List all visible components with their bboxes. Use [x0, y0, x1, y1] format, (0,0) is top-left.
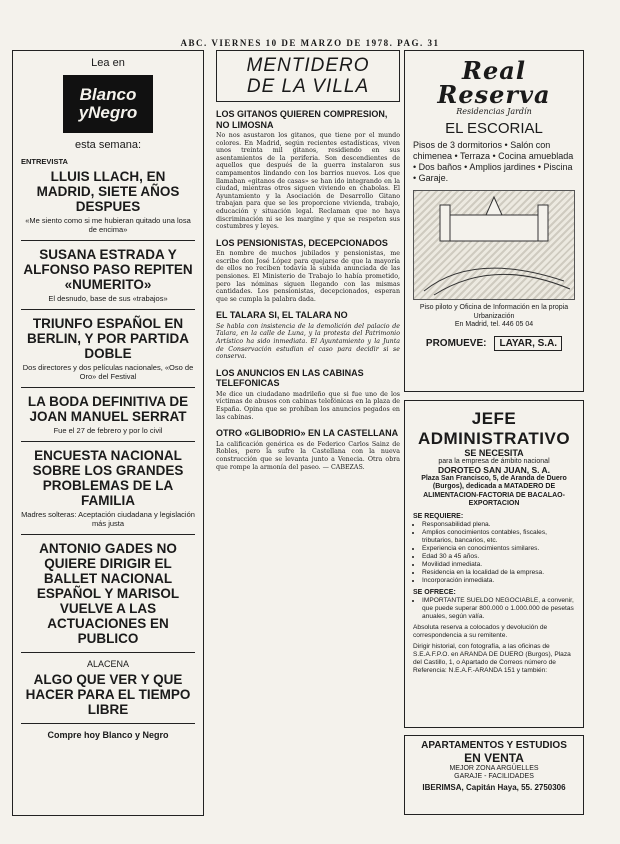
list-item: • Movilidad inmediata.	[422, 561, 575, 569]
apartamentos-ad	[404, 735, 584, 815]
req-label: SE REQUIERE:	[413, 512, 464, 520]
promotor-name: LAYAR, S.A.	[494, 336, 562, 351]
article-title-glibodrio: OTRO «GLIBODRIO» EN LA CASTELLANA	[216, 428, 399, 439]
promueve-row	[413, 336, 575, 351]
headline-llach: LLUIS LLACH, EN MADRID, SIETE AÑOS DESPUES	[36, 169, 180, 214]
headline-gades: ANTONIO GADES NO QUIERE DIRIGIR EL BALLET NACIONAL ESPAÑOL Y MARISOL VUELVE A LAS ACTUACIONES EN PUBLICO	[36, 541, 180, 646]
apart-title2: EN VENTA	[464, 750, 524, 765]
esta-semana: esta semana:	[74, 139, 142, 151]
sub-berlin: Dos directores y dos películas nacionales, «Oso de Oro» del Festival	[22, 363, 194, 381]
jefe-para: para la empresa de ámbito nacional	[438, 457, 550, 465]
alacena-tag: ALACENA	[86, 659, 130, 669]
article-body-anuncios: Me dice un ciudadano madrileño que si fue uno de los víctimas de abusos con cabinas telefónicas en la plaza de España. Opina que se prohíban los anuncios pegados en las cabinas.	[216, 390, 400, 421]
apart-line2: GARAJE - FACILIDADES	[454, 773, 534, 780]
off-list	[413, 597, 575, 621]
real-reserva-sub: Residencias Jardín	[456, 107, 532, 116]
monastery-icon	[414, 191, 574, 299]
article-title-gitanos: LOS GITANOS QUIEREN COMPRESION, NO LIMOSNA	[216, 109, 388, 130]
list-item: • Experiencia en conocimientos similares.	[422, 545, 575, 553]
article-body-pensionistas: En nombre de muchos jubilados y pensionistas, me escribe don José López para quejarse de que la mayoría de ellos no reciben todavía la subida anunciada de las pensiones. El Ministerio de Trabajo lo había prometido, pero las nóminas siguen llegando con las mismas cantidades. Los pensionistas, decepcionados, esperan que se cumpla la palabra dada.	[216, 250, 400, 303]
real-reserva-text: Pisos de 3 dormitorios • Salón con chimenea • Terraza • Cocina amueblada • Dos baños • Amplios jardines • Piscina • Garaje.	[413, 140, 574, 183]
real-reserva-logo-line2: Reserva	[437, 80, 551, 109]
article-body-gitanos: No nos asustaron los gitanos, que tiene por el mundo colores. En Madrid, según recientes estadísticas, viven unos treinta mil gitanos, residiendo en sus asentamientos de la periferia. Son descendientes de aquellos que después de la guerra instalaron sus campamentos lindando con los barrios nuevos. Los que llamaban «gitanos de casas» se han ido integrando en la ciudad, mientras otros siguen viviendo en chabolas. El Ayuntamiento y la Asociación de Desarrollo Gitano trabajan para que se les proporcione vivienda, trabajo, educación y situación legal. Reclaman que no haya discriminación ni se les margine y que se respeten sus costumbres y leyes.	[216, 132, 400, 231]
headline-encuesta: ENCUESTA NACIONAL SOBRE LOS GRANDES PROBLEMAS DE LA FAMILIA	[32, 448, 184, 508]
real-reserva-ad	[404, 50, 584, 392]
headline-estrada: SUSANA ESTRADA Y ALFONSO PASO REPITEN «NUMERITO»	[23, 247, 193, 292]
article-body-talara: Se habla con insistencia de la demolición del palacio de Talara, en la calle de Luna, y la protesta del Patrimonio Artístico ha sido inmediata. El Ayuntamiento y la Junta de Conservación estudian el caso para decidir si se conserva.	[216, 322, 400, 361]
list-item: • IMPORTANTE SUELDO NEGOCIABLE, a convenir, que puede superar 800.000 o 1.000.000 de pesetas anuales, según valía.	[422, 597, 575, 621]
real-reserva-phone: En Madrid, tel. 446 05 04	[454, 321, 534, 328]
compre-footer: Compre hoy Blanco y Negro	[47, 730, 169, 740]
list-item: • Residencia en la localidad de la empresa.	[422, 569, 575, 577]
apart-title1: APARTAMENTOS Y ESTUDIOS	[421, 740, 567, 751]
jefe-title: JEFE ADMINISTRATIVO	[417, 409, 571, 448]
list-item: • Responsabilidad plena.	[422, 521, 575, 529]
promueve-label: PROMUEVE:	[425, 337, 487, 349]
headline-alacena: ALGO QUE VER Y QUE HACER PARA EL TIEMPO LIBRE	[25, 672, 191, 717]
real-reserva-caption: Piso piloto y Oficina de Información en la propia Urbanización	[419, 304, 569, 320]
list-item: • Edad 30 a 45 años.	[422, 553, 575, 561]
list-item: • Incorporación inmediata.	[422, 577, 575, 585]
off-label: SE OFRECE:	[413, 588, 456, 596]
sub-estrada: El desnudo, base de sus «trabajos»	[48, 294, 168, 303]
lea-en: Lea en	[91, 57, 125, 69]
sub-serrat: Fue el 27 de febrero y por lo civil	[53, 426, 163, 435]
escorial-illustration	[413, 190, 575, 300]
jefe-direccion: Plaza San Francisco, 5, de Aranda de Duero (Burgos), dedicada a MATADERO DE ALIMENTACION-FACTORIA DE BACALAO-EXPORTACION	[421, 474, 567, 507]
blanco-y-negro-logo: Blanco yNegro	[63, 75, 153, 133]
real-reserva-city: EL ESCORIAL	[445, 120, 543, 137]
list-item: • Amplios conocimientos contables, fiscales, tributarios, bancarios, etc.	[422, 529, 575, 545]
sub-llach: «Me siento como si me hubieran quitado una losa de encima»	[25, 216, 191, 234]
page-header: ABC. VIERNES 10 DE MARZO DE 1978. PAG. 31	[180, 38, 440, 48]
jefe-send: Dirigir historial, con fotografía, a las oficinas de S.E.A.F.P.O. en ARANDA DE DUERO (Burgos), Plaza del Castillo, 1, o Apartado de Correos número de Referencia: N.E.A.F.-ARANDA 151 y también:	[413, 642, 571, 674]
jefe-empresa: DOROTEO SAN JUAN, S. A.	[437, 465, 551, 475]
jefe-note: Absoluta reserva a colocados y devolución de correspondencia a su remitente.	[413, 623, 548, 639]
req-list	[413, 521, 575, 585]
entrevista-tag: ENTREVISTA	[21, 157, 68, 166]
article-title-pensionistas: LOS PENSIONISTAS, DECEPCIONADOS	[216, 237, 388, 248]
mentidero-masthead: MENTIDERO DE LA VILLA	[216, 50, 400, 102]
sub-encuesta: Madres solteras: Aceptación ciudadana y legislación más justa	[21, 510, 195, 528]
blanco-y-negro-ad	[12, 50, 204, 816]
jefe-administrativo-ad	[404, 400, 584, 728]
mentidero-column	[216, 50, 400, 816]
article-title-anuncios: LOS ANUNCIOS EN LAS CABINAS TELEFONICAS	[216, 367, 364, 389]
apart-line3: IBERIMSA, Capitán Haya, 55. 2750306	[422, 782, 566, 792]
real-reserva-logo-line1: Real	[462, 56, 526, 85]
apart-line1: MEJOR ZONA ARGÜELLES	[449, 764, 539, 772]
headline-berlin: TRIUNFO ESPAÑOL EN BERLIN, Y POR PARTIDA DOBLE	[26, 316, 190, 361]
headline-serrat: LA BODA DEFINITIVA DE JOAN MANUEL SERRAT	[27, 394, 189, 424]
article-body-glibodrio: La calificación genérica es de Federico Carlos Sainz de Robles, pero la sufre la Castellana con la nueva construcción que se levanta junto a Venecia. Otra obra que rompe la armonía del paseo. — CABEZAS.	[216, 440, 400, 471]
article-title-talara: EL TALARA SI, EL TALARA NO	[216, 310, 348, 321]
jefe-sub: SE NECESITA	[464, 448, 524, 458]
